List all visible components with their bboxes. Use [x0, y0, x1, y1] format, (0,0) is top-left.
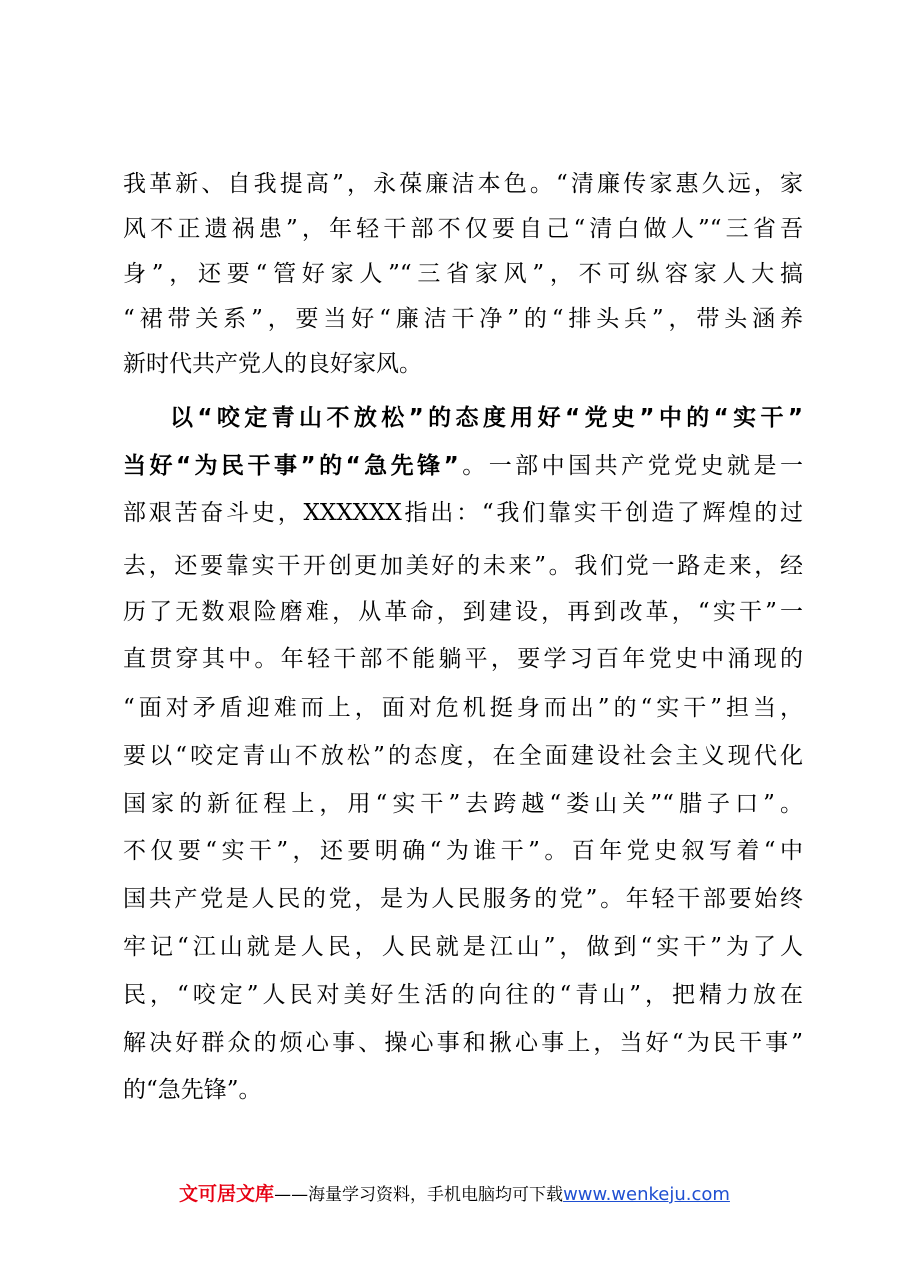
line-text: 直贯穿其中。年轻干部不能躺平，要学习百年党史中涌现的: [123, 646, 803, 672]
paragraph-line: [123, 211, 803, 247]
line-text: 要以“咬定青山不放松”的态度，在全面建设社会主义现代化: [123, 743, 803, 769]
line-text: 的“急先锋”。: [123, 1077, 262, 1103]
line-text: 牢记“江山就是人民，人民就是江山”，做到“实干”为了人: [123, 934, 803, 960]
website-link[interactable]: www.wenkeju.com: [563, 1184, 730, 1205]
brand-name: 文可居文库: [179, 1183, 275, 1205]
line-text: 去，还要靠实干开创更加美好的未来”。我们党一路走来，经: [123, 553, 803, 579]
paragraph-line: [123, 690, 803, 726]
footer-banner: [0, 1180, 909, 1209]
line-text: 历了无数艰险磨难，从革命，到建设，再到改革，“实干”一: [123, 599, 803, 625]
line-text: 国家的新征程上，用“实干”去跨越“娄山关”“腊子口”。: [123, 791, 803, 817]
paragraph-line: [123, 448, 803, 484]
bold-heading-text: 当好“为民干事”的“急先锋”: [123, 453, 459, 479]
paragraph-line: [123, 256, 803, 292]
paragraph-line: [123, 548, 803, 584]
paragraph-line: [123, 346, 803, 382]
line-text: “裙带关系”，要当好“廉洁干净”的“排头兵”，带头涵养: [123, 306, 803, 332]
paragraph-line: [123, 1072, 803, 1108]
paragraph-line: [123, 929, 803, 965]
footer-description: ——海量学习资料，手机电脑均可下载: [274, 1185, 564, 1205]
paragraph-line: [123, 738, 803, 774]
line-text: 我革新、自我提高”，永葆廉洁本色。“清廉传家惠久远，家: [123, 171, 803, 197]
line-text: 身”，还要“管好家人”“三省家风”，不可纵容家人大搞: [123, 261, 803, 287]
line-text: 风不正遗祸患”，年轻干部不仅要自己“清白做人”“三省吾: [123, 216, 803, 242]
line-text: 不仅要“实干”，还要明确“为谁干”。百年党史叙写着“中: [123, 838, 803, 864]
line-text: 部艰苦奋斗史，XXXXXX指出：“我们靠实干创造了辉煌的过: [123, 500, 803, 526]
paragraph-line: [123, 1025, 803, 1061]
paragraph-line: [123, 495, 803, 531]
line-text: 解决好群众的烦心事、操心事和揪心事上，当好“为民干事”: [123, 1030, 803, 1056]
paragraph-line: [123, 833, 803, 869]
bold-heading-text: 以“咬定青山不放松”的态度用好“党史”中的“实干”: [170, 405, 803, 431]
line-text: “面对矛盾迎难而上，面对危机挺身而出”的“实干”担当，: [123, 695, 803, 721]
paragraph-line: [123, 977, 803, 1013]
paragraph-line: [123, 881, 803, 917]
paragraph-heading-line: [170, 400, 803, 436]
paragraph-line: [123, 166, 803, 202]
paragraph-line: [123, 641, 803, 677]
paragraph-line: [123, 594, 803, 630]
line-text: 新时代共产党人的良好家风。: [123, 351, 422, 377]
paragraph-line: [123, 786, 803, 822]
line-text: 国共产党是人民的党，是为人民服务的党”。年轻干部要始终: [123, 886, 803, 912]
line-text: 民，“咬定”人民对美好生活的向往的“青山”，把精力放在: [123, 982, 803, 1008]
paragraph-line: [123, 301, 803, 337]
line-text: 。一部中国共产党党史就是一: [458, 453, 804, 479]
